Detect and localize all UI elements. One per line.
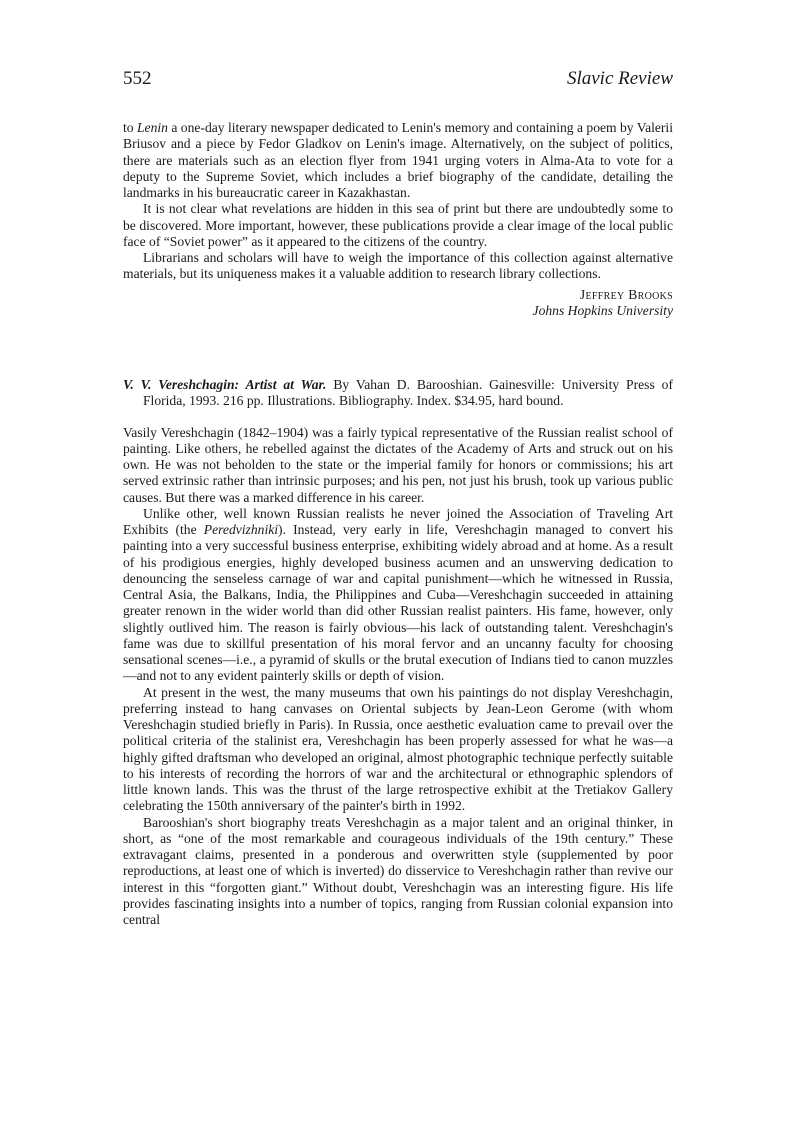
review-text bbox=[123, 425, 673, 929]
emphasis: Lenin bbox=[136, 120, 168, 135]
paragraph: Barooshian's short biography treats Vereshchagin as a major talent and an original thinker, in short, as “one of the most remarkable and courageous individuals of the 19th century.” These extravagant claims, presented in a ponderous and overwritten style (supplemented by poor reproductions, at least one of which is inverted) do disservice to Vereshchagin rather than revive our interest in this “forgotten giant.” Without doubt, Vereshchagin was an interesting figure. His life provides fascinating insights into a number of topics, ranging from Russian colonial expansion into central bbox=[123, 814, 673, 927]
book-title: V. V. Vereshchagin: Artist at War. bbox=[123, 377, 327, 392]
reviewer-name: Jeffrey Brooks bbox=[579, 286, 673, 302]
paragraph: Vasily Vereshchagin (1842–1904) was a fairly typical representative of the Russian realist school of painting. Like others, he rebelled against the dictates of the Academy of Arts and struck out on his own. He was not beholden to the state or the imperial family for honors or commissions; his art served extrinsic rather than intrinsic purposes; and his pen, not just his brush, took up various public causes. But there was a marked difference in his career. bbox=[123, 424, 673, 505]
previous-review-text bbox=[123, 120, 673, 283]
page-number: 552 bbox=[123, 68, 152, 89]
review-citation bbox=[123, 377, 673, 410]
journal-page bbox=[123, 68, 673, 928]
emphasis: Peredvizhniki bbox=[203, 522, 279, 537]
page-header bbox=[123, 68, 673, 98]
paragraph: to Lenin a one-day literary newspaper dedicated to Lenin's memory and containing a poem by Valerii Briusov and a piece by Fedor Gladkov on Lenin's image. Alternatively, on the subject of politics, there are materials such as an election flyer from 1941 urging voters in Alma-Ata to vote for a deputy to the Supreme Soviet, which includes a brief biography of the candidate, detailing the landmarks in his bureaucratic career in Kazakhastan. bbox=[123, 120, 673, 200]
journal-title: Slavic Review bbox=[566, 68, 673, 89]
paragraph: Unlike other, well known Russian realists he never joined the Association of Traveling Art Exhibits (the Peredvizhniki). Instead, very early in life, Vereshchagin managed to convert his painting into a very successful business enterprise, exhibiting widely abroad and at home. As a result of his prodigious energies, highly developed business acumen and an unswerving dedication to denouncing the senseless carnage of war and capital punishment—which he witnessed in Russia, Central Asia, the Balkans, India, the Philippines and Cuba—Vereshchagin succeeded in attaining greater renown in the wider world than did other Russian realist painters. His fame, however, only slightly outlived him. The reason is fairly obvious—his lack of outstanding talent. Vereshchagin's fame was due to skillful presentation of his moral fervor and an uncanny faculty for choosing sensational scenes—i.e., a pyramid of skulls or the brutal execution of Indians tied to canon muzzles—and not to any evident painterly skills or depth of vision. bbox=[123, 505, 673, 684]
reviewer-signature bbox=[123, 287, 673, 320]
paragraph: It is not clear what revelations are hidden in this sea of print but there are undoubtedly some to be discovered. More important, however, these publications provide a clear image of the local public face of “Soviet power” as it appeared to the citizens of the country. bbox=[123, 201, 673, 249]
book-details: By Vahan D. Barooshian. Gainesville: University Press of Florida, 1993. 216 pp. Illustrations. Bibliography. Index. $34.95, hard bound. bbox=[143, 377, 674, 409]
paragraph: Librarians and scholars will have to weigh the importance of this collection against alternative materials, but its uniqueness makes it a valuable addition to research library collections. bbox=[123, 250, 673, 282]
paragraph: At present in the west, the many museums that own his paintings do not display Vereshchagin, preferring instead to hang canvases on Oriental subjects by Jean-Leon Gerome (with whom Vereshchagin studied briefly in Paris). In Russia, once aesthetic evaluation came to prevail over the political criteria of the stalinist era, Vereshchagin has been properly assessed for what he was—a highly gifted draftsman who developed an original, almost photographic technique perfectly suitable to his interests of recording the horrors of war and the architectural or ethnographic splendors of little known lands. This was the thrust of the large retrospective exhibit at the Tretiakov Gallery celebrating the 150th anniversary of the painter's birth in 1992. bbox=[123, 684, 673, 814]
reviewer-affiliation: Johns Hopkins University bbox=[532, 302, 673, 318]
